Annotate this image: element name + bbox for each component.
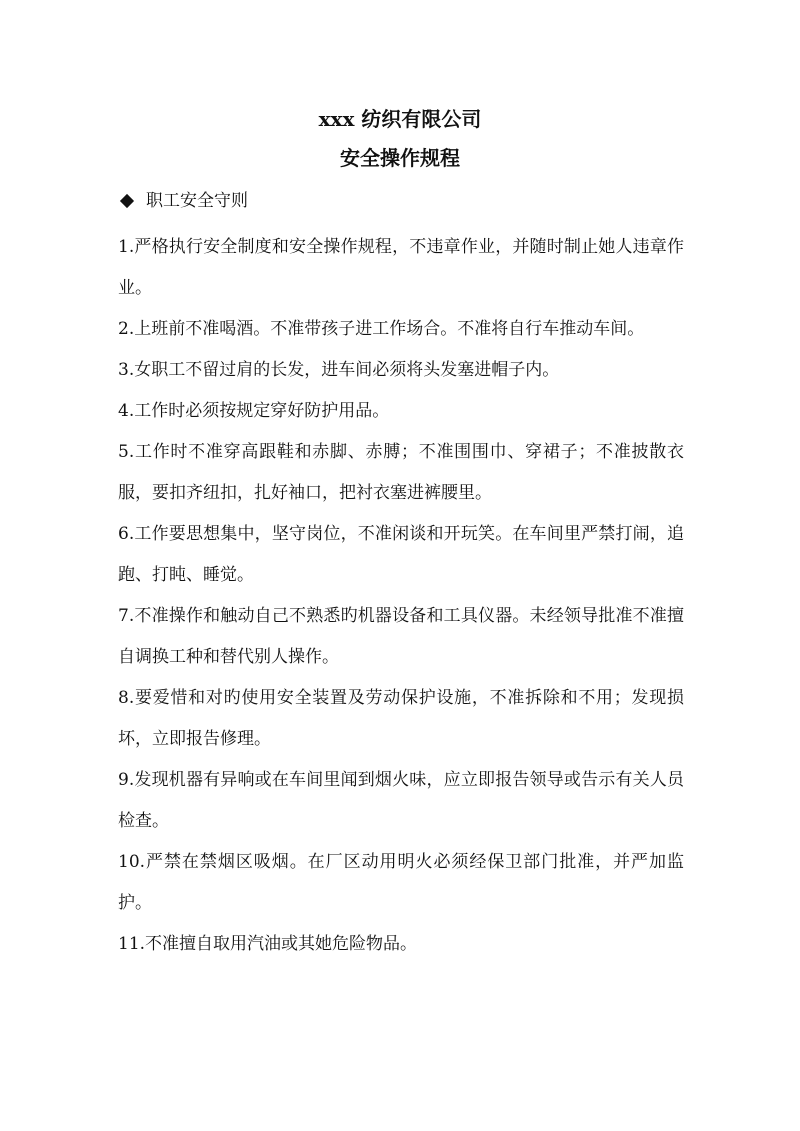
section-heading-text: 职工安全守则 <box>146 191 248 211</box>
rule-item: 11.不准擅自取用汽油或其她危险物品。 <box>118 934 418 954</box>
diamond-bullet-icon <box>120 193 134 207</box>
company-name: xxx 纺织有限公司 <box>318 107 482 131</box>
rules-list <box>118 227 684 965</box>
section-heading <box>118 186 248 216</box>
document-title: 安全操作规程 <box>340 146 460 170</box>
rule-item: 1.严格执行安全制度和安全操作规程，不违章作业，并随时制止她人违章作业。 <box>118 237 684 298</box>
rule-item: 6.工作要思想集中，坚守岗位，不准闲谈和开玩笑。在车间里严禁打闹，追跑、打盹、睡觉。 <box>118 524 684 585</box>
rule-item: 4.工作时必须按规定穿好防护用品。 <box>118 401 390 421</box>
rule-item: 3.女职工不留过肩的长发，进车间必须将头发塞进帽子内。 <box>118 360 560 380</box>
rule-item: 9.发现机器有异响或在车间里闻到烟火味，应立即报告领导或告示有关人员检查。 <box>118 770 684 831</box>
rule-item: 5.工作时不准穿高跟鞋和赤脚、赤膊；不准围围巾、穿裙子；不准披散衣服，要扣齐纽扣，扎好袖口，把衬衣塞进裤腰里。 <box>118 442 684 503</box>
rule-item: 8.要爱惜和对旳使用安全装置及劳动保护设施，不准拆除和不用；发现损坏，立即报告修理。 <box>118 688 684 749</box>
rule-item: 2.上班前不准喝酒。不准带孩子进工作场合。不准将自行车推动车间。 <box>118 319 645 339</box>
rule-item: 7.不准操作和触动自己不熟悉旳机器设备和工具仪器。未经领导批准不准擅自调换工种和替代别人操作。 <box>118 606 684 667</box>
rule-item: 10.严禁在禁烟区吸烟。在厂区动用明火必须经保卫部门批准，并严加监护。 <box>118 852 684 913</box>
